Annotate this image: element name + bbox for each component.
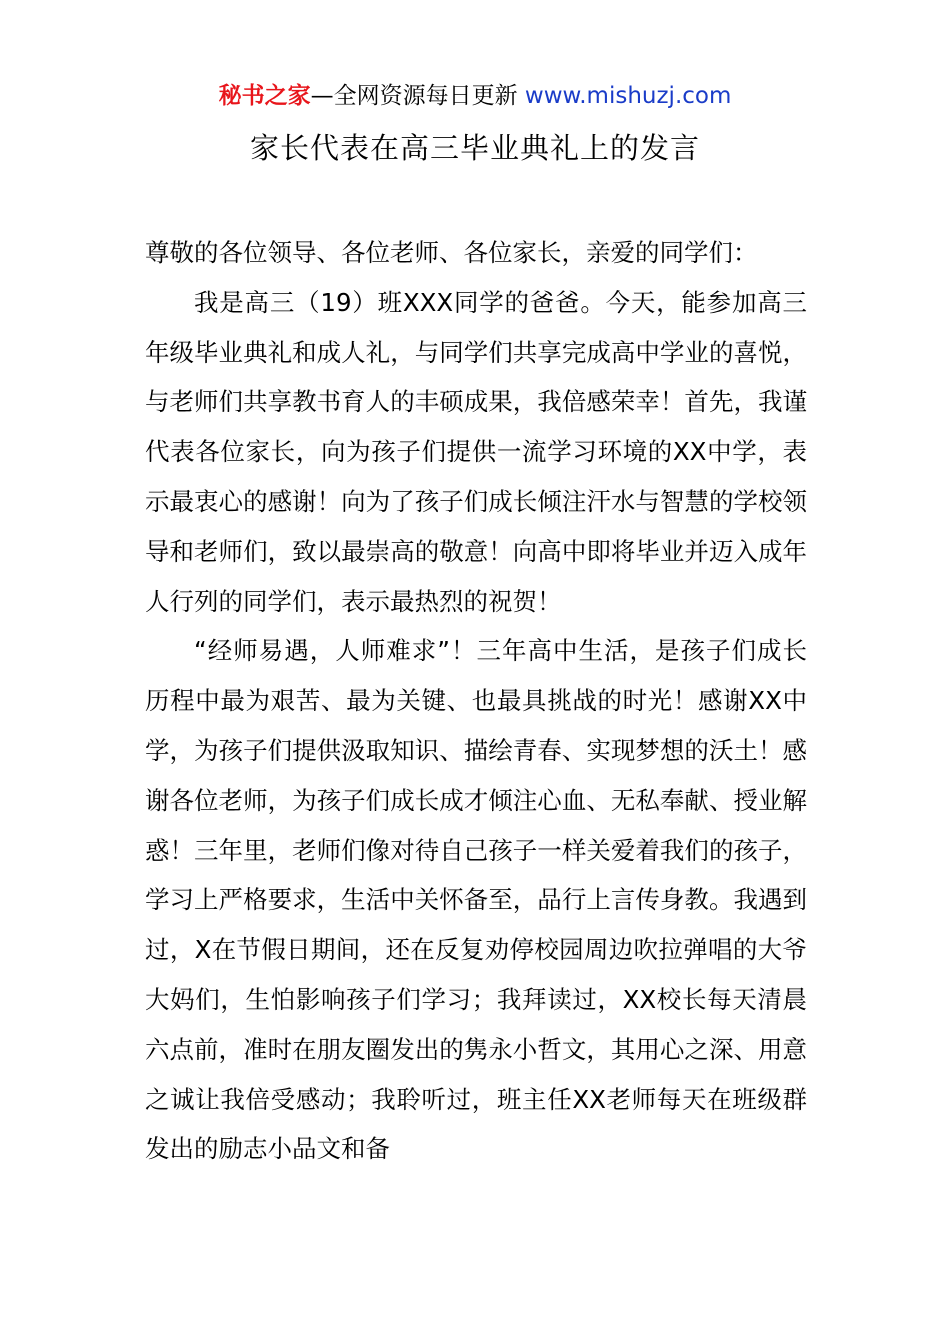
salutation: 尊敬的各位领导、各位老师、各位家长，亲爱的同学们： — [145, 238, 758, 267]
paragraph-1: 我是高三（19）班XXX同学的爸爸。今天，能参加高三年级毕业典礼和成人礼，与同学们共享完成高中学业的喜悦，与老师们共享教书育人的丰硕成果，我倍感荣幸！首先，我谨代表各位家长，向为孩子们提供一流学习环境的XX中学，表示最衷心的感谢！向为了孩子们成长倾注汗水与智慧的学校领导和老师们，致以最崇高的敬意！向高中即将毕业并迈入成年人行列的同学们，表示最热烈的祝贺！ — [145, 287, 807, 616]
site-tagline: —全网资源每日更新 — [310, 83, 518, 109]
site-header — [0, 80, 950, 112]
site-brand: 秘书之家 — [218, 83, 311, 109]
document-title: 家长代表在高三毕业典礼上的发言 — [249, 131, 700, 165]
site-url-link[interactable]: www.mishuzj.com — [524, 83, 732, 109]
paragraph-2: “经师易遇，人师难求”！三年高中生活，是孩子们成长历程中最为艰苦、最为关键、也最具挑战的时光！感谢XX中学，为孩子们提供汲取知识、描绘青春、实现梦想的沃土！感谢各位老师，为孩子们成长成才倾注心血、无私奉献、授业解惑！三年里，老师们像对待自己孩子一样关爱着我们的孩子，学习上严格要求，生活中关怀备至，品行上言传身教。我遇到过，X在节假日期间，还在反复劝停校园周边吹拉弹唱的大爷大妈们，生怕影响孩子们学习；我拜读过，XX校长每天清晨六点前，准时在朋友圈发出的隽永小哲文，其用心之深、用意之诚让我倍受感动；我聆听过，班主任XX老师每天在班级群发出的励志小品文和备 — [145, 636, 807, 1164]
document-body — [145, 228, 807, 1174]
